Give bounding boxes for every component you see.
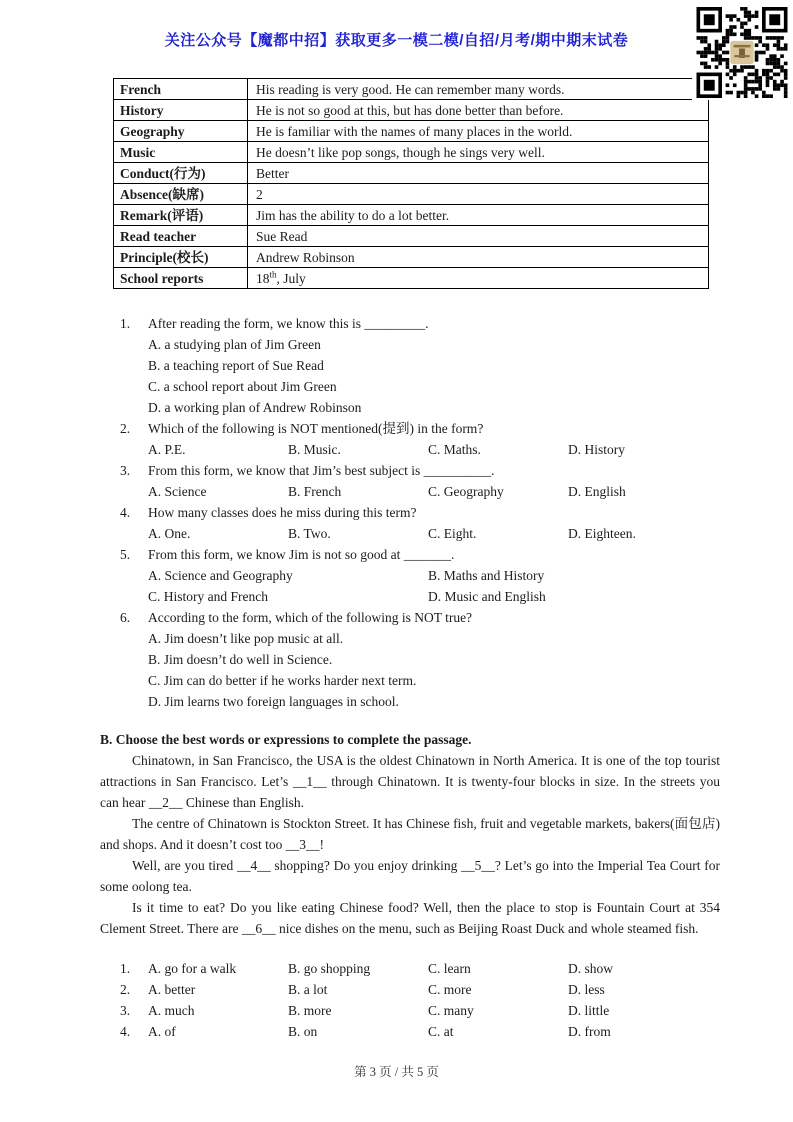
option-item [120, 628, 720, 649]
row-label-cell: Geography [114, 121, 248, 142]
cloze-row [120, 979, 720, 1000]
row-value-cell: 18th, July [248, 268, 709, 289]
row-label-cell: Absence(缺席) [114, 184, 248, 205]
cloze-option: D. show [568, 961, 614, 976]
cloze-option: C. more [428, 982, 472, 997]
question-number: 6. [120, 610, 131, 625]
option-text: C. Jim can do better if he works harder next term. [148, 673, 417, 688]
option-item: C. Geography [428, 484, 504, 499]
option-item: D. History [568, 442, 625, 457]
table-row [114, 268, 709, 289]
question-number: 1. [120, 316, 131, 331]
qr-code-image [694, 7, 790, 98]
row-value-cell: Jim has the ability to do a lot better. [248, 205, 709, 226]
question-item [120, 418, 720, 460]
option-item: A. Science and Geography [148, 568, 293, 583]
option-text: A. a studying plan of Jim Green [148, 337, 321, 352]
option-item [120, 649, 720, 670]
option-item [120, 691, 720, 712]
cloze-number: 4. [120, 1024, 131, 1039]
cloze-option: B. a lot [288, 982, 328, 997]
row-value-cell: He doesn’t like pop songs, though he sings very well. [248, 142, 709, 163]
question-item [120, 313, 720, 418]
option-item [120, 670, 720, 691]
cloze-row [120, 958, 720, 979]
question-number: 2. [120, 421, 131, 436]
row-value-cell: Better [248, 163, 709, 184]
qr-code [692, 5, 792, 100]
table-row [114, 121, 709, 142]
cloze-option: D. less [568, 982, 605, 997]
cloze-options-section [120, 958, 720, 1042]
row-label-cell: Music [114, 142, 248, 163]
option-text: B. Jim doesn’t do well in Science. [148, 652, 333, 667]
cloze-option: A. go for a walk [148, 961, 237, 976]
question-text: Which of the following is NOT mentioned(提到) in the form? [148, 421, 484, 436]
question-item [120, 544, 720, 607]
table-row [114, 163, 709, 184]
option-item [120, 397, 720, 418]
row-label-cell: History [114, 100, 248, 121]
option-item: D. Eighteen. [568, 526, 636, 541]
row-value-cell: He is familiar with the names of many places in the world. [248, 121, 709, 142]
question-stem [120, 460, 720, 481]
questions-section [120, 313, 720, 712]
cloze-option: C. at [428, 1024, 454, 1039]
row-value-cell: 2 [248, 184, 709, 205]
table-row [114, 205, 709, 226]
cloze-row [120, 1000, 720, 1021]
option-item: B. French [288, 484, 342, 499]
ordinal-suffix: th [269, 269, 277, 279]
question-text: After reading the form, we know this is _________. [148, 316, 429, 331]
option-item [120, 334, 720, 355]
cloze-number: 1. [120, 961, 131, 976]
cloze-option: A. much [148, 1003, 195, 1018]
option-item: B. Two. [288, 526, 331, 541]
row-label-cell: Remark(评语) [114, 205, 248, 226]
question-item [120, 502, 720, 544]
row-label-cell: Conduct(行为) [114, 163, 248, 184]
cloze-option: C. learn [428, 961, 471, 976]
question-stem [120, 313, 720, 334]
cloze-option: B. go shopping [288, 961, 371, 976]
option-item: B. Maths and History [428, 568, 545, 583]
report-table [113, 78, 709, 289]
question-text: According to the form, which of the following is NOT true? [148, 610, 473, 625]
table-row [114, 79, 709, 100]
question-text: How many classes does he miss during this term? [148, 505, 417, 520]
section-b-heading: B. Choose the best words or expressions to complete the passage. [100, 732, 472, 747]
question-stem [120, 418, 720, 439]
row-value-cell: His reading is very good. He can remember many words. [248, 79, 709, 100]
question-number: 5. [120, 547, 131, 562]
question-text: From this form, we know that Jim’s best subject is __________. [148, 463, 495, 478]
cloze-option: A. better [148, 982, 196, 997]
table-row [114, 184, 709, 205]
table-row [114, 100, 709, 121]
header-notice: 关注公众号【魔都中招】获取更多一模二模/自招/月考/期中期末试卷 [164, 32, 629, 49]
row-label-cell: Read teacher [114, 226, 248, 247]
option-item: D. Music and English [428, 589, 546, 604]
question-item [120, 460, 720, 502]
row-value-cell: He is not so good at this, but has done better than before. [248, 100, 709, 121]
option-text: C. a school report about Jim Green [148, 379, 337, 394]
passage-paragraph: Is it time to eat? Do you like eating Chinese food? Well, then the place to stop is Fountain Court at 354 Clement Street. There are __6__ nice dishes on the menu, such as Beijing Roast Duck and whole steamed fish. [100, 900, 720, 936]
option-text: D. Jim learns two foreign languages in school. [148, 694, 399, 709]
question-text: From this form, we know Jim is not so good at _______. [148, 547, 455, 562]
option-text: D. a working plan of Andrew Robinson [148, 400, 362, 415]
passage-paragraph: Chinatown, in San Francisco, the USA is the oldest Chinatown in North America. It is one of the top tourist attractions in San Francisco. Let’s __1__ through Chinatown. It is twenty-four blocks in size. In the streets you can hear __2__ Chinese than English. [100, 753, 720, 810]
cloze-option: C. many [428, 1003, 474, 1018]
passage [100, 750, 720, 939]
cloze-option: B. more [288, 1003, 332, 1018]
option-item: C. Eight. [428, 526, 477, 541]
question-number: 3. [120, 463, 131, 478]
option-item [120, 376, 720, 397]
option-item: A. One. [148, 526, 191, 541]
option-item: C. History and French [148, 589, 268, 604]
question-number: 4. [120, 505, 131, 520]
option-text: A. Jim doesn’t like pop music at all. [148, 631, 344, 646]
option-item [120, 355, 720, 376]
options-row [120, 565, 720, 586]
table-row [114, 142, 709, 163]
question-item [120, 607, 720, 712]
table-row [114, 247, 709, 268]
row-label-cell: School reports [114, 268, 248, 289]
cloze-row [120, 1021, 720, 1042]
passage-paragraph: The centre of Chinatown is Stockton Street. It has Chinese fish, fruit and vegetable markets, bakers(面包店) and shops. And it doesn’t cost too __3__! [100, 816, 720, 852]
cloze-option: D. from [568, 1024, 611, 1039]
cloze-number: 2. [120, 982, 131, 997]
cloze-option: A. of [148, 1024, 176, 1039]
table-row [114, 226, 709, 247]
row-label-cell: Principle(校长) [114, 247, 248, 268]
cloze-option: D. little [568, 1003, 610, 1018]
options-row [120, 481, 720, 502]
option-item: B. Music. [288, 442, 341, 457]
row-value-cell: Andrew Robinson [248, 247, 709, 268]
option-item: D. English [568, 484, 626, 499]
option-item: A. P.E. [148, 442, 186, 457]
options-row [120, 523, 720, 544]
option-item: C. Maths. [428, 442, 481, 457]
passage-paragraph: Well, are you tired __4__ shopping? Do you enjoy drinking __5__? Let’s go into the Imperial Tea Court for some oolong tea. [100, 858, 720, 894]
question-stem [120, 607, 720, 628]
option-text: B. a teaching report of Sue Read [148, 358, 324, 373]
row-label-cell: French [114, 79, 248, 100]
question-stem [120, 544, 720, 565]
row-value-cell: Sue Read [248, 226, 709, 247]
page-footer: 第 3 页 / 共 5 页 [354, 1065, 439, 1079]
options-row [120, 439, 720, 460]
options-row [120, 586, 720, 607]
option-item: A. Science [148, 484, 207, 499]
cloze-option: B. on [288, 1024, 318, 1039]
cloze-number: 3. [120, 1003, 131, 1018]
question-stem [120, 502, 720, 523]
